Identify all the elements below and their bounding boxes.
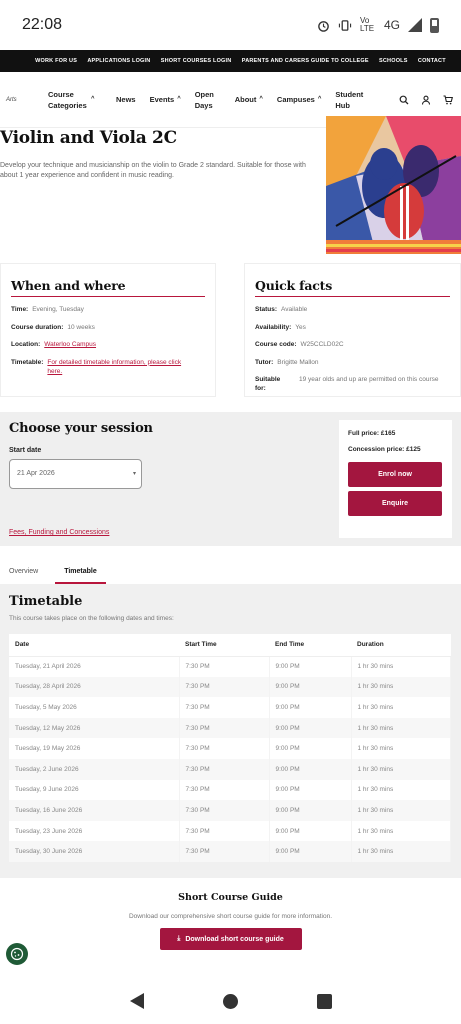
session-section (0, 412, 461, 546)
time-row (11, 305, 205, 314)
course-code-row (255, 340, 450, 349)
table-row (9, 697, 451, 718)
when-where-heading: When and where (11, 278, 205, 297)
when-where-box (0, 263, 216, 397)
cell-start-time: 7:30 PM (179, 841, 269, 862)
cell-duration: 1 hr 30 mins (351, 697, 451, 718)
cell-date: Tuesday, 12 May 2026 (9, 718, 179, 739)
cell-end-time: 9:00 PM (269, 821, 351, 842)
cell-end-time: 9:00 PM (269, 759, 351, 780)
chevron-down-icon: ▾ (132, 471, 136, 477)
cookie-settings-button[interactable] (6, 943, 28, 965)
location-label: Location: (11, 341, 41, 348)
cell-end-time: 9:00 PM (269, 697, 351, 718)
site-logo[interactable]: Arts (6, 96, 17, 103)
cell-duration: 1 hr 30 mins (351, 780, 451, 801)
cell-date: Tuesday, 2 June 2026 (9, 759, 179, 780)
suitable-label: Suitable for: (255, 376, 281, 392)
start-date-value: 21 Apr 2026 (17, 470, 55, 477)
cookie-icon (10, 947, 24, 961)
table-row (9, 800, 451, 821)
cell-date: Tuesday, 16 June 2026 (9, 800, 179, 821)
time-label: Time: (11, 306, 29, 313)
cell-duration: 1 hr 30 mins (351, 718, 451, 739)
nav-icons (399, 95, 453, 105)
nav-label: Course Categories (48, 89, 87, 110)
top-link-short-courses[interactable]: SHORT COURSES LOGIN (160, 58, 232, 64)
cell-date: Tuesday, 23 June 2026 (9, 821, 179, 842)
nav-news[interactable] (116, 94, 136, 105)
nav-open-days[interactable] (195, 89, 221, 111)
course-tabs (0, 560, 461, 584)
table-row (9, 738, 451, 759)
timetable-intro: This course takes place on the following dates and times: (9, 615, 174, 622)
table-row (9, 841, 451, 862)
nav-campuses[interactable] (277, 94, 321, 105)
tutor-label: Tutor: (255, 358, 274, 366)
duration-label: Course duration: (11, 323, 64, 331)
top-link-parents-guide[interactable]: PARENTS AND CARERS GUIDE TO COLLEGE (241, 58, 369, 64)
cell-end-time: 9:00 PM (269, 718, 351, 739)
nav-about[interactable] (235, 94, 263, 105)
cell-duration: 1 hr 30 mins (351, 738, 451, 759)
signal-icon (408, 18, 422, 32)
status-row (255, 305, 450, 314)
time-value: Evening, Tuesday (32, 306, 84, 313)
cell-date: Tuesday, 28 April 2026 (9, 677, 179, 698)
back-icon[interactable] (130, 993, 144, 1009)
duration-row (11, 323, 205, 332)
course-code-label: Course code: (255, 341, 297, 348)
guide-heading: Short Course Guide (178, 892, 283, 903)
signal-label: 4G (383, 18, 400, 32)
session-heading: Choose your session (9, 421, 153, 436)
cell-start-time: 7:30 PM (179, 718, 269, 739)
cell-duration: 1 hr 30 mins (351, 841, 451, 862)
top-link-schools[interactable]: SCHOOLS (379, 58, 408, 64)
availability-label: Availability: (255, 323, 292, 331)
cell-duration: 1 hr 30 mins (351, 821, 451, 842)
cell-end-time: 9:00 PM (269, 780, 351, 801)
cell-start-time: 7:30 PM (179, 677, 269, 698)
nav-label: Open Days (194, 89, 214, 110)
location-link[interactable]: Waterloo Campus (44, 341, 97, 348)
cell-start-time: 7:30 PM (179, 738, 269, 759)
course-title: Violin and Viola 2C (0, 128, 177, 148)
cell-start-time: 7:30 PM (179, 656, 269, 677)
nav-label: News (116, 95, 136, 104)
full-price: Full price: £165 (348, 430, 396, 437)
cell-date: Tuesday, 5 May 2026 (9, 697, 179, 718)
table-row (9, 759, 451, 780)
table-row (9, 656, 451, 677)
cell-duration: 1 hr 30 mins (351, 656, 451, 677)
cart-icon[interactable] (443, 95, 453, 105)
vibrate-icon (338, 19, 352, 32)
timetable-label: Timetable: (11, 358, 44, 366)
download-icon: ⤓ (177, 935, 181, 942)
cell-end-time: 9:00 PM (269, 841, 351, 862)
cell-start-time: 7:30 PM (179, 800, 269, 821)
quick-facts-heading: Quick facts (255, 278, 450, 297)
network-label: Vo LTE (359, 16, 375, 33)
timetable-link[interactable]: For detailed timetable information, please click here. (47, 358, 182, 375)
nav-events[interactable] (150, 94, 181, 105)
caret-up-icon: ^ (177, 96, 181, 102)
cell-start-time: 7:30 PM (179, 697, 269, 718)
battery-icon (430, 18, 439, 33)
start-date-select[interactable] (9, 459, 142, 489)
top-link-applications[interactable]: APPLICATIONS LOGIN (87, 58, 151, 64)
table-row (9, 677, 451, 698)
cell-end-time: 9:00 PM (269, 800, 351, 821)
system-nav-bar (0, 978, 461, 1024)
fees-funding-link[interactable]: Fees, Funding and Concessions (9, 529, 110, 536)
col-end-time: End Time (269, 634, 351, 656)
status-time: 22:08 (22, 16, 63, 33)
timetable-row (11, 358, 205, 376)
cell-end-time: 9:00 PM (269, 656, 351, 677)
top-link-contact[interactable]: CONTACT (417, 58, 446, 64)
quick-facts-box (244, 263, 461, 397)
status-icons (317, 17, 439, 33)
status-bar (0, 0, 461, 50)
cell-end-time: 9:00 PM (269, 677, 351, 698)
recent-apps-icon[interactable] (317, 994, 332, 1009)
col-date: Date (9, 634, 179, 656)
download-guide-label: Download short course guide (185, 935, 284, 943)
tab-overview[interactable]: Overview (9, 568, 39, 575)
nav-course-categories[interactable] (48, 89, 102, 111)
col-start-time: Start Time (179, 634, 269, 656)
violin-artwork-image (326, 116, 461, 254)
availability-value: Yes (295, 323, 306, 331)
cell-duration: 1 hr 30 mins (351, 677, 451, 698)
table-row (9, 821, 451, 842)
short-course-guide (0, 878, 461, 973)
cell-duration: 1 hr 30 mins (351, 759, 451, 780)
timetable-table (9, 634, 451, 862)
suitable-row (255, 375, 450, 393)
caret-up-icon: ^ (91, 96, 95, 102)
table-header-row (9, 634, 451, 656)
start-date-label: Start date (9, 447, 42, 454)
nav-label: Events (149, 95, 175, 104)
top-link-work[interactable]: WORK FOR US (35, 58, 78, 64)
suitable-value: 19 year olds and up are permitted on this course (299, 376, 439, 383)
course-description: Develop your technique and musicianship on the violin to Grade 2 standard. Suitable for those with about 1 year experience and confident in music reading. (0, 162, 306, 179)
cell-duration: 1 hr 30 mins (351, 800, 451, 821)
guide-text: Download our comprehensive short course guide for more information. (128, 913, 333, 920)
top-links-bar (0, 50, 461, 72)
table-row (9, 718, 451, 739)
nav-label: Student Hub (335, 89, 364, 110)
course-image (326, 116, 461, 254)
nav-label: Campuses (276, 95, 315, 104)
nav-label: About (234, 95, 257, 104)
tab-timetable[interactable]: Timetable (55, 560, 106, 584)
availability-row (255, 323, 450, 332)
cell-date: Tuesday, 30 June 2026 (9, 841, 179, 862)
col-duration: Duration (351, 634, 451, 656)
cell-start-time: 7:30 PM (179, 821, 269, 842)
location-row (11, 340, 205, 349)
timetable-section (0, 584, 461, 878)
download-guide-button[interactable] (160, 928, 302, 950)
table-row (9, 780, 451, 801)
enquire-button[interactable]: Enquire (348, 491, 442, 516)
caret-up-icon: ^ (259, 96, 263, 102)
home-icon[interactable] (223, 994, 238, 1009)
course-hero (0, 128, 461, 278)
concession-price: Concession price: £125 (348, 446, 421, 453)
cell-end-time: 9:00 PM (269, 738, 351, 759)
search-icon[interactable] (399, 95, 409, 105)
tutor-row (255, 358, 450, 367)
tutor-value: Brigitte Mallon (277, 358, 319, 366)
cell-date: Tuesday, 21 April 2026 (9, 656, 179, 677)
cell-date: Tuesday, 19 May 2026 (9, 738, 179, 759)
cell-start-time: 7:30 PM (179, 759, 269, 780)
alarm-icon (317, 19, 330, 32)
status-value: Available (281, 306, 308, 313)
status-label: Status: (255, 306, 278, 313)
course-code-value: W25CCLD02C (300, 341, 344, 348)
caret-up-icon: ^ (317, 96, 322, 102)
timetable-heading: Timetable (9, 594, 83, 609)
cell-date: Tuesday, 9 June 2026 (9, 780, 179, 801)
user-icon[interactable] (421, 95, 431, 105)
price-box (339, 420, 452, 538)
cell-start-time: 7:30 PM (179, 780, 269, 801)
enrol-now-button[interactable]: Enrol now (348, 462, 442, 487)
nav-student-hub[interactable] (335, 89, 369, 111)
duration-value: 10 weeks (67, 323, 95, 331)
